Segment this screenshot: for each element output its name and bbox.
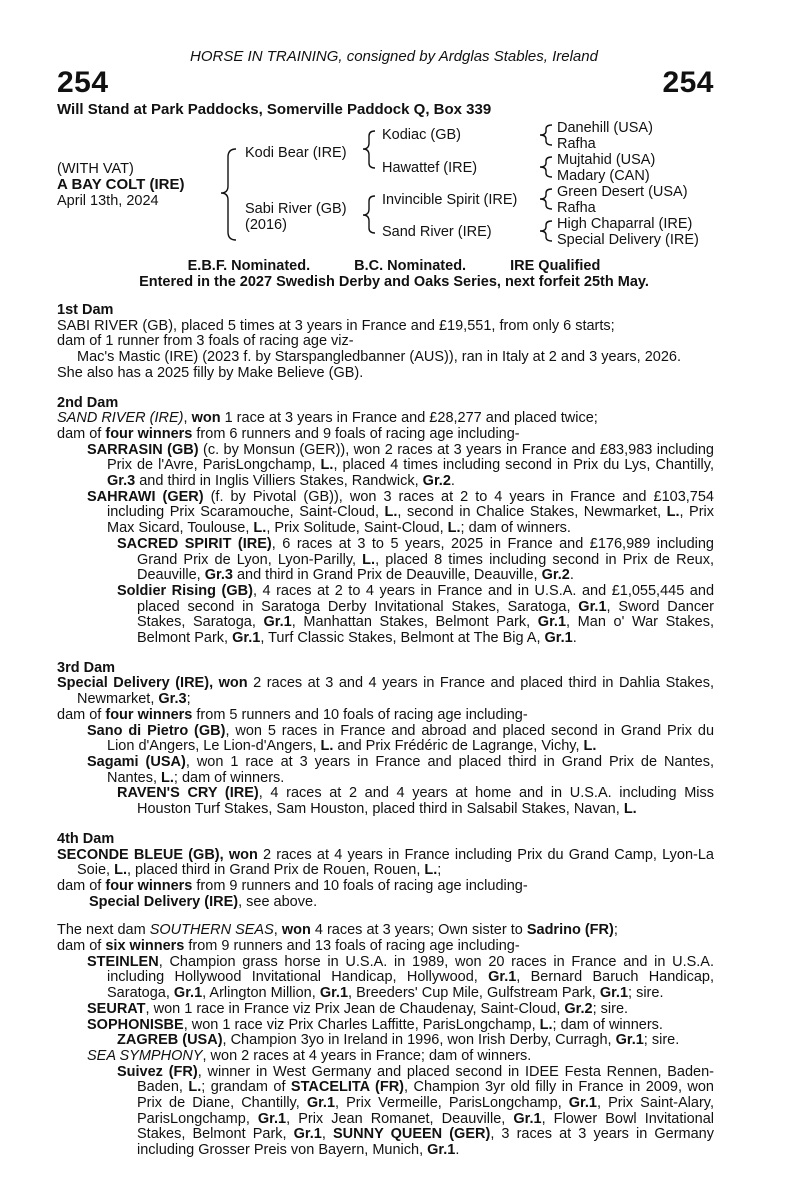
second-dam-line: SAND RIVER (IRE), won 1 race at 3 years in France and £28,277 and placed twice; xyxy=(57,410,598,427)
second-dam-produce: dam of four winners from 6 runners and 9 foals of racing age including- xyxy=(57,425,520,442)
progeny-zagreb: ZAGREB (USA), Champion 3yo in Ireland in 1996, won Irish Derby, Curragh, Gr.1; sire. xyxy=(117,1032,680,1049)
gg-dam-4: Special Delivery (IRE) xyxy=(557,232,699,248)
foaling-date: April 13th, 2024 xyxy=(57,193,159,209)
next-dam-line: The next dam SOUTHERN SEAS, won 4 races at 3 years; Own sister to Sadrino (FR); xyxy=(57,922,618,939)
catalogue-header: HORSE IN TRAINING, consigned by Ardglas Stables, Ireland xyxy=(190,48,598,65)
third-dam-produce: dam of four winners from 5 runners and 10 foals of racing age including- xyxy=(57,706,528,723)
progeny-sano-di-pietro: Sano di Pietro (GB), won 5 races in France and abroad and placed second in Grand Prix du Lion d'Angers, Le Lion-d'Angers, L. and Prix Frédéric de Lagrange, Vichy, L. xyxy=(87,722,715,755)
gg-dam-2: Madary (CAN) xyxy=(557,168,650,184)
gg-dam-3: Rafha xyxy=(557,200,596,216)
gg-sire-1: Danehill (USA) xyxy=(557,120,653,136)
next-dam-produce: dam of six winners from 9 runners and 13 foals of racing age including- xyxy=(57,938,520,955)
progeny-sahrawi: SAHRAWI (GER) (f. by Pivotal (GB)), won 3 races at 2 to 4 years in France and £103,754 including Prix Scaramouche, Saint-Cloud, L., second in Chalice Stakes, Newmarket, L., Prix Max Sicard, Toulouse, L., Prix Solitude, Saint-Cloud, L.; dam of winners. xyxy=(87,488,715,537)
ebf-nomination: E.B.F. Nominated. xyxy=(187,258,311,274)
main-brace xyxy=(221,149,236,240)
vat-note: (WITH VAT) xyxy=(57,161,134,177)
progeny-sea-symphony: SEA SYMPHONY, won 2 races at 4 years in France; dam of winners. xyxy=(87,1047,532,1064)
nomination-line xyxy=(0,258,788,274)
sire-sire: Kodiac (GB) xyxy=(382,127,461,143)
sd-brace xyxy=(540,157,552,177)
gg-dam-1: Rafha xyxy=(557,136,596,152)
progeny-ravens-cry: RAVEN'S CRY (IRE), 4 races at 2 and 4 years at home and in U.S.A. including Miss Houston Turf Stakes, Sam Houston, placed third in Salsabil Stakes, Navan, L. xyxy=(117,785,714,818)
stand-location: Will Stand at Park Paddocks, Somerville Paddock Q, Box 339 xyxy=(57,101,492,118)
fourth-dam-produce: dam of four winners from 9 runners and 10 foals of racing age including- xyxy=(57,877,528,894)
ss-brace xyxy=(540,125,552,145)
sire-dam: Hawattef (IRE) xyxy=(382,160,478,176)
gg-sire-3: Green Desert (USA) xyxy=(557,184,688,200)
progeny-sacred-spirit: SACRED SPIRIT (IRE), 6 races at 3 to 5 years, 2025 in France and £176,989 including Grand Prix de Lyon, Lyon-Parilly, L., placed 8 times including second in Prix de Reux, Deauville, Gr.3 and third in Grand Prix de Deauville, Deauville, Gr.2. xyxy=(117,535,714,584)
progeny-sarrasin: SARRASIN (GB) (c. by Monsun (GER)), won 2 races at 3 years in France and £83,983 including Prix de l'Avre, ParisLongchamp, L., placed 4 times including second in Prix du Lys, Chantilly, Gr.3 and third in Inglis Villiers Stakes, Randwick, Gr.2. xyxy=(87,441,714,490)
progeny-steinlen: STEINLEN, Champion grass horse in U.S.A. in 1989, won 20 races in France and in U.S.A. including Hollywood Invitational Handicap, Hollywood, Gr.1, Bernard Baruch Handicap, Saratoga, Gr.1, Arlington Million, Gr.1, Breeders' Cup Mile, Gulfstream Park, Gr.1; sire. xyxy=(87,953,714,1002)
first-dam-note: She also has a 2025 filly by Make Believe (GB). xyxy=(57,364,364,381)
nominations xyxy=(0,258,788,290)
dam-details xyxy=(57,303,714,1159)
progeny-special-delivery: Special Delivery (IRE), see above. xyxy=(89,893,318,910)
dam-brace xyxy=(363,196,375,233)
sire-name: Kodi Bear (IRE) xyxy=(245,145,347,161)
dam-year: (2016) xyxy=(245,217,287,233)
sire-brace xyxy=(363,131,375,168)
third-dam-heading: 3rd Dam xyxy=(57,659,116,676)
ds-brace xyxy=(540,189,552,209)
dam-dam: Sand River (IRE) xyxy=(382,224,492,240)
dd-brace xyxy=(540,221,552,241)
first-dam-heading: 1st Dam xyxy=(57,302,114,318)
ire-qualified: IRE Qualified xyxy=(510,258,601,274)
dam-sire: Invincible Spirit (IRE) xyxy=(382,192,518,208)
dam-name: Sabi River (GB) xyxy=(245,201,347,217)
lot-number-right: 254 xyxy=(662,66,714,99)
first-dam-line: SABI RIVER (GB), placed 5 times at 3 years in France and £19,551, from only 6 starts; xyxy=(57,317,615,334)
fourth-dam-heading: 4th Dam xyxy=(57,830,115,847)
first-dam-runner: Mac's Mastic (IRE) (2023 f. by Starspangledbanner (AUS)), ran in Italy at 2 and 3 years, 2026. xyxy=(77,349,681,366)
lot-number-left: 254 xyxy=(57,66,109,99)
entry-line: Entered in the 2027 Swedish Derby and Oaks Series, next forfeit 25th May. xyxy=(139,274,649,290)
progeny-seurat: SEURAT, won 1 race in France viz Prix Jean de Chaudenay, Saint-Cloud, Gr.2; sire. xyxy=(87,1000,629,1017)
third-dam-line: Special Delivery (IRE), won 2 races at 3 and 4 years in France and placed third in Dahlia Stakes, Newmarket, Gr.3; xyxy=(57,675,714,708)
first-dam-produce: dam of 1 runner from 3 foals of racing age viz- xyxy=(57,333,354,350)
progeny-sagami: Sagami (USA), won 1 race at 3 years in France and placed third in Grand Prix de Nantes, Nantes, L.; dam of winners. xyxy=(87,753,714,786)
progeny-sophonisbe: SOPHONISBE, won 1 race viz Prix Charles Laffitte, ParisLongchamp, L.; dam of winners. xyxy=(87,1016,663,1033)
progeny-suivez: Suivez (FR), winner in West Germany and placed second in IDEE Festa Rennen, Baden-Baden, L.; grandam of STACELITA (FR), Champion 3yr old filly in France in 2009, won Prix de Diane, Chantilly, Gr.1, Prix Vermeille, ParisLongchamp, Gr.1, Prix Saint-Alary, ParisLongchamp, Gr.1, Prix Jean Romanet, Deauville, Gr.1, Flower Bowl Invitational Stakes, Belmont Park, Gr.1, SUNNY QUEEN (GER), 3 races at 3 years in Germany including Grosser Preis von Bayern, Munich, Gr.1. xyxy=(117,1063,715,1159)
fourth-dam-line: SECONDE BLEUE (GB), won 2 races at 4 years in France including Prix du Grand Camp, Lyon-La Soie, L., placed third in Grand Prix de Rouen, Rouen, L.; xyxy=(57,846,714,879)
progeny-soldier-rising: Soldier Rising (GB), 4 races at 2 to 4 years in France and in U.S.A. and £1,055,445 and placed second in Saratoga Derby Invitational Stakes, Saratoga, Gr.1, Sword Dancer Stakes, Saratoga, Gr.1, Manhattan Stakes, Belmont Park, Gr.1, Man o' War Stakes, Belmont Park, Gr.1, Turf Classic Stakes, Belmont at The Big A, Gr.1. xyxy=(117,582,715,647)
gg-sire-2: Mujtahid (USA) xyxy=(557,152,656,168)
horse-description: A BAY COLT (IRE) xyxy=(57,176,185,193)
bc-nomination: B.C. Nominated. xyxy=(354,258,467,274)
second-dam-heading: 2nd Dam xyxy=(57,394,119,411)
gg-sire-4: High Chaparral (IRE) xyxy=(557,216,693,232)
